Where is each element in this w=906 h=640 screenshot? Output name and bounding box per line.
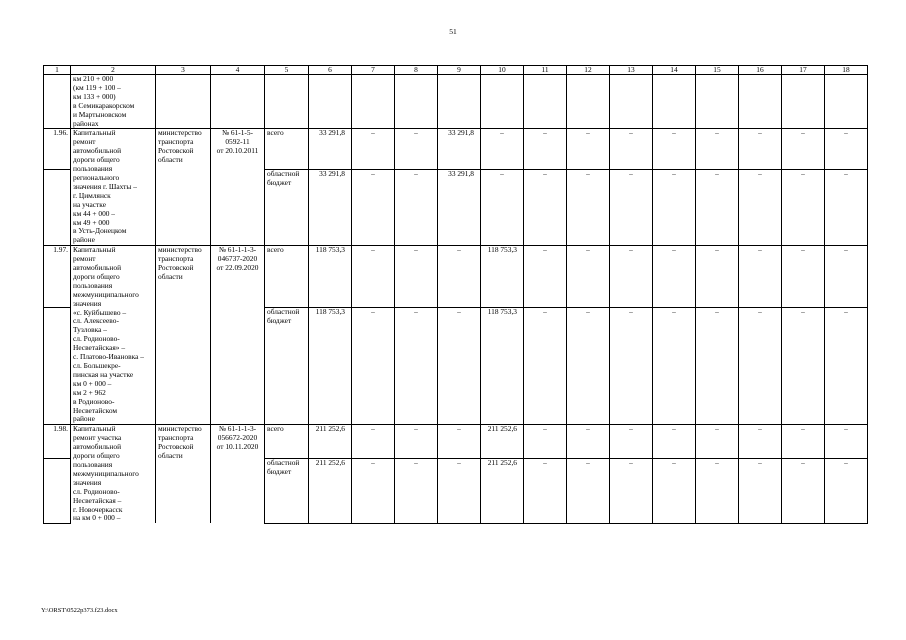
description-cell: Капитальный ремонт участка автомобильной дороги общего пользования межмуниципального значения сл. Родионово- Несветайская – г. Новочеркасск на км 0 + 000 – [71, 425, 156, 523]
value-cell: – [653, 129, 696, 169]
funding-source-cell: всего [265, 425, 309, 459]
row-number-cell [44, 308, 71, 425]
value-cell: – [567, 425, 610, 459]
value-cell: – [481, 129, 524, 169]
row-number-cell: 1.97. [44, 246, 71, 308]
value-cell: – [696, 459, 739, 524]
value-cell: – [653, 459, 696, 524]
empty-cell [739, 75, 782, 129]
value-cell: – [782, 425, 825, 459]
empty-cell [524, 75, 567, 129]
column-number-18: 18 [825, 66, 868, 75]
value-cell: – [653, 246, 696, 308]
value-cell: – [352, 308, 395, 425]
empty-cell [309, 75, 352, 129]
empty-cell [610, 75, 653, 129]
value-cell: 33 291,8 [309, 129, 352, 169]
value-cell: 118 753,3 [309, 246, 352, 308]
row-number-cell [44, 169, 71, 246]
value-cell: 118 753,3 [481, 308, 524, 425]
value-cell: – [696, 308, 739, 425]
value-cell: – [524, 425, 567, 459]
column-number-3: 3 [156, 66, 211, 75]
empty-cell [782, 75, 825, 129]
value-cell: – [825, 459, 868, 524]
funding-source-cell: областной бюджет [265, 169, 309, 246]
value-cell: – [524, 459, 567, 524]
value-cell: – [782, 169, 825, 246]
value-cell: – [352, 129, 395, 169]
value-cell: – [825, 425, 868, 459]
column-number-8: 8 [395, 66, 438, 75]
value-cell: – [610, 129, 653, 169]
value-cell: – [739, 308, 782, 425]
column-number-2: 2 [71, 66, 156, 75]
value-cell: – [782, 129, 825, 169]
empty-cell [653, 75, 696, 129]
value-cell: – [653, 169, 696, 246]
value-cell: – [739, 459, 782, 524]
value-cell: 118 753,3 [309, 308, 352, 425]
column-number-12: 12 [567, 66, 610, 75]
value-cell: – [481, 169, 524, 246]
description-cell: Капитальный ремонт автомобильной дороги общего пользования межмуниципального значения «с. Куйбышево – сл. Алексеево- Тузловка – сл. Родионово- Несветайская» – с. Платово-Ивановка – сл. Большекре- пинская на участке км 0 + 000 – км 2 + 962 в Родионово- Несветайском районе [71, 246, 156, 425]
table-row [44, 425, 868, 459]
empty-cell [156, 75, 211, 129]
row-number-cell: 1.98. [44, 425, 71, 459]
column-number-1: 1 [44, 66, 71, 75]
column-number-16: 16 [739, 66, 782, 75]
document-number-cell: № 61-1-1-3- 056672-2020 от 10.11.2020 [211, 425, 265, 523]
column-number-14: 14 [653, 66, 696, 75]
value-cell: – [352, 169, 395, 246]
file-path-footer: Y:\ORST\0522p373.f23.docx [41, 607, 118, 614]
value-cell: – [739, 169, 782, 246]
value-cell: – [395, 308, 438, 425]
value-cell: – [653, 425, 696, 459]
value-cell: – [739, 246, 782, 308]
value-cell: – [825, 308, 868, 425]
value-cell: – [696, 129, 739, 169]
value-cell: – [610, 459, 653, 524]
value-cell: – [567, 169, 610, 246]
empty-cell [395, 75, 438, 129]
value-cell: – [653, 308, 696, 425]
column-number-header [44, 66, 868, 75]
document-number-cell: № 61-1-5- 0592-11 от 20.10.2011 [211, 129, 265, 246]
organization-cell: министерство транспорта Ростовской области [156, 129, 211, 246]
value-cell: – [524, 246, 567, 308]
row-number-cell [44, 75, 71, 129]
value-cell: – [825, 246, 868, 308]
page-number: 51 [449, 27, 457, 36]
value-cell: – [352, 246, 395, 308]
column-number-17: 17 [782, 66, 825, 75]
value-cell: – [782, 308, 825, 425]
funding-source-cell: областной бюджет [265, 308, 309, 425]
funding-source-cell: всего [265, 246, 309, 308]
value-cell: – [395, 169, 438, 246]
column-number-6: 6 [309, 66, 352, 75]
value-cell: 33 291,8 [309, 169, 352, 246]
column-number-13: 13 [610, 66, 653, 75]
empty-cell [265, 75, 309, 129]
value-cell: – [438, 308, 481, 425]
empty-cell [481, 75, 524, 129]
value-cell: – [438, 425, 481, 459]
column-number-11: 11 [524, 66, 567, 75]
document-number-cell: № 61-1-1-3- 046737-2020 от 22.09.2020 [211, 246, 265, 425]
value-cell: – [395, 129, 438, 169]
value-cell: – [610, 308, 653, 425]
value-cell: – [352, 425, 395, 459]
value-cell: – [610, 425, 653, 459]
funding-source-cell: областной бюджет [265, 459, 309, 524]
value-cell: 33 291,8 [438, 129, 481, 169]
column-number-15: 15 [696, 66, 739, 75]
value-cell: – [610, 246, 653, 308]
value-cell: – [524, 308, 567, 425]
empty-cell [696, 75, 739, 129]
value-cell: 211 252,6 [309, 425, 352, 459]
empty-cell [438, 75, 481, 129]
budget-table [43, 65, 868, 524]
value-cell: – [782, 459, 825, 524]
value-cell: 211 252,6 [309, 459, 352, 524]
value-cell: – [567, 129, 610, 169]
value-cell: – [825, 169, 868, 246]
value-cell: – [395, 246, 438, 308]
value-cell: – [739, 425, 782, 459]
row-number-cell: 1.96. [44, 129, 71, 169]
empty-cell [352, 75, 395, 129]
value-cell: 211 252,6 [481, 425, 524, 459]
organization-cell: министерство транспорта Ростовской области [156, 246, 211, 425]
empty-cell [567, 75, 610, 129]
value-cell: 211 252,6 [481, 459, 524, 524]
column-number-10: 10 [481, 66, 524, 75]
value-cell: – [567, 246, 610, 308]
value-cell: 33 291,8 [438, 169, 481, 246]
column-number-9: 9 [438, 66, 481, 75]
value-cell: – [782, 246, 825, 308]
value-cell: 118 753,3 [481, 246, 524, 308]
value-cell: – [352, 459, 395, 524]
table-row [44, 129, 868, 169]
value-cell: – [567, 459, 610, 524]
table-row-continuation [44, 75, 868, 129]
empty-cell [211, 75, 265, 129]
value-cell: – [696, 169, 739, 246]
value-cell: – [438, 459, 481, 524]
value-cell: – [739, 129, 782, 169]
value-cell: – [610, 169, 653, 246]
empty-cell [825, 75, 868, 129]
column-number-4: 4 [211, 66, 265, 75]
value-cell: – [567, 308, 610, 425]
column-number-5: 5 [265, 66, 309, 75]
value-cell: – [696, 425, 739, 459]
funding-source-cell: всего [265, 129, 309, 169]
organization-cell: министерство транспорта Ростовской области [156, 425, 211, 523]
column-number-7: 7 [352, 66, 395, 75]
value-cell: – [825, 129, 868, 169]
description-cell: км 210 + 000 (км 119 + 100 – км 133 + 000) в Семикаракорском и Мартыновском районах [71, 75, 156, 129]
table-row [44, 246, 868, 308]
value-cell: – [524, 169, 567, 246]
row-number-cell [44, 459, 71, 524]
value-cell: – [524, 129, 567, 169]
value-cell: – [696, 246, 739, 308]
value-cell: – [395, 459, 438, 524]
value-cell: – [395, 425, 438, 459]
value-cell: – [438, 246, 481, 308]
description-cell: Капитальный ремонт автомобильной дороги общего пользования регионального значения г. Шахты – г. Цимлянск на участке км 44 + 000 – км 49 + 000 в Усть-Донецком районе [71, 129, 156, 246]
